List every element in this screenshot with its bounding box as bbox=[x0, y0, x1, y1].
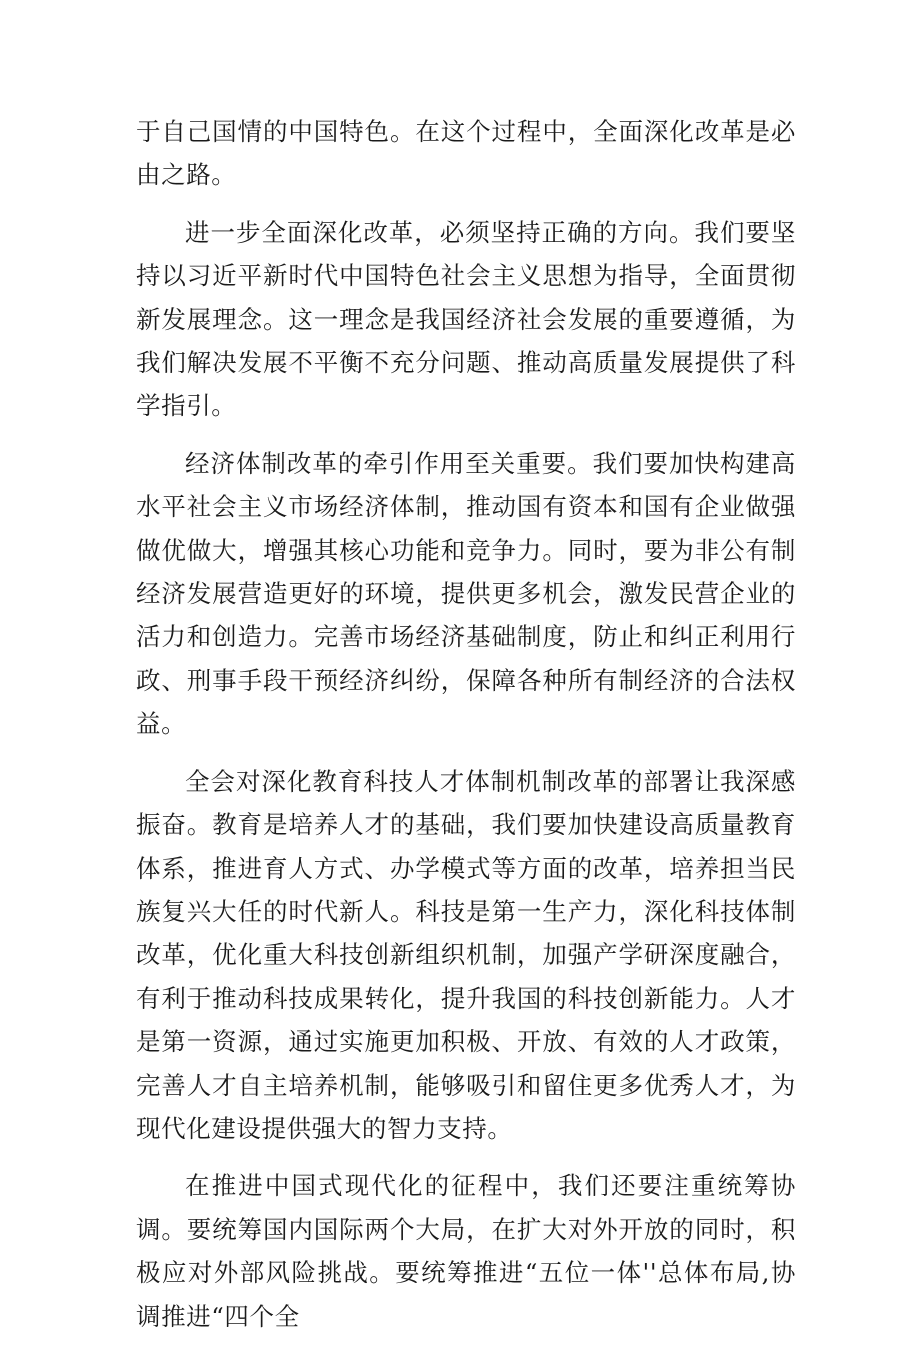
paragraph-5: 在推进中国式现代化的征程中，我们还要注重统筹协调。要统筹国内国际两个大局，在扩大对外开放的同时，积极应对外部风险挑战。要统筹推进“五位一体''总体布局,协调推进“四个全 bbox=[136, 1171, 796, 1331]
paragraph-2: 进一步全面深化改革，必须坚持正确的方向。我们要坚持以习近平新时代中国特色社会主义思想为指导，全面贯彻新发展理念。这一理念是我国经济社会发展的重要遵循，为我们解决发展不平衡不充分问题、推动高质量发展提供了科学指引。 bbox=[136, 217, 796, 421]
document-body bbox=[136, 110, 796, 1352]
paragraph-4: 全会对深化教育科技人才体制机制改革的部署让我深感振奋。教育是培养人才的基础，我们要加快建设高质量教育体系，推进育人方式、办学模式等方面的改革，培养担当民族复兴大任的时代新人。科技是第一生产力，深化科技体制改革，优化重大科技创新组织机制，加强产学研深度融合，有利于推动科技成果转化，提升我国的科技创新能力。人才是第一资源，通过实施更加积极、开放、有效的人才政策，完善人才自主培养机制，能够吸引和留住更多优秀人才，为现代化建设提供强大的智力支持。 bbox=[136, 766, 796, 1143]
paragraph-1: 于自己国情的中国特色。在这个过程中，全面深化改革是必由之路。 bbox=[136, 117, 796, 190]
paragraph-3: 经济体制改革的牵引作用至关重要。我们要加快构建高水平社会主义市场经济体制，推动国有资本和国有企业做强做优做大，增强其核心功能和竞争力。同时，要为非公有制经济发展营造更好的环境，提供更多机会，激发民营企业的活力和创造力。完善市场经济基础制度，防止和纠正利用行政、刑事手段干预经济纠纷，保障各种所有制经济的合法权益。 bbox=[136, 448, 796, 739]
